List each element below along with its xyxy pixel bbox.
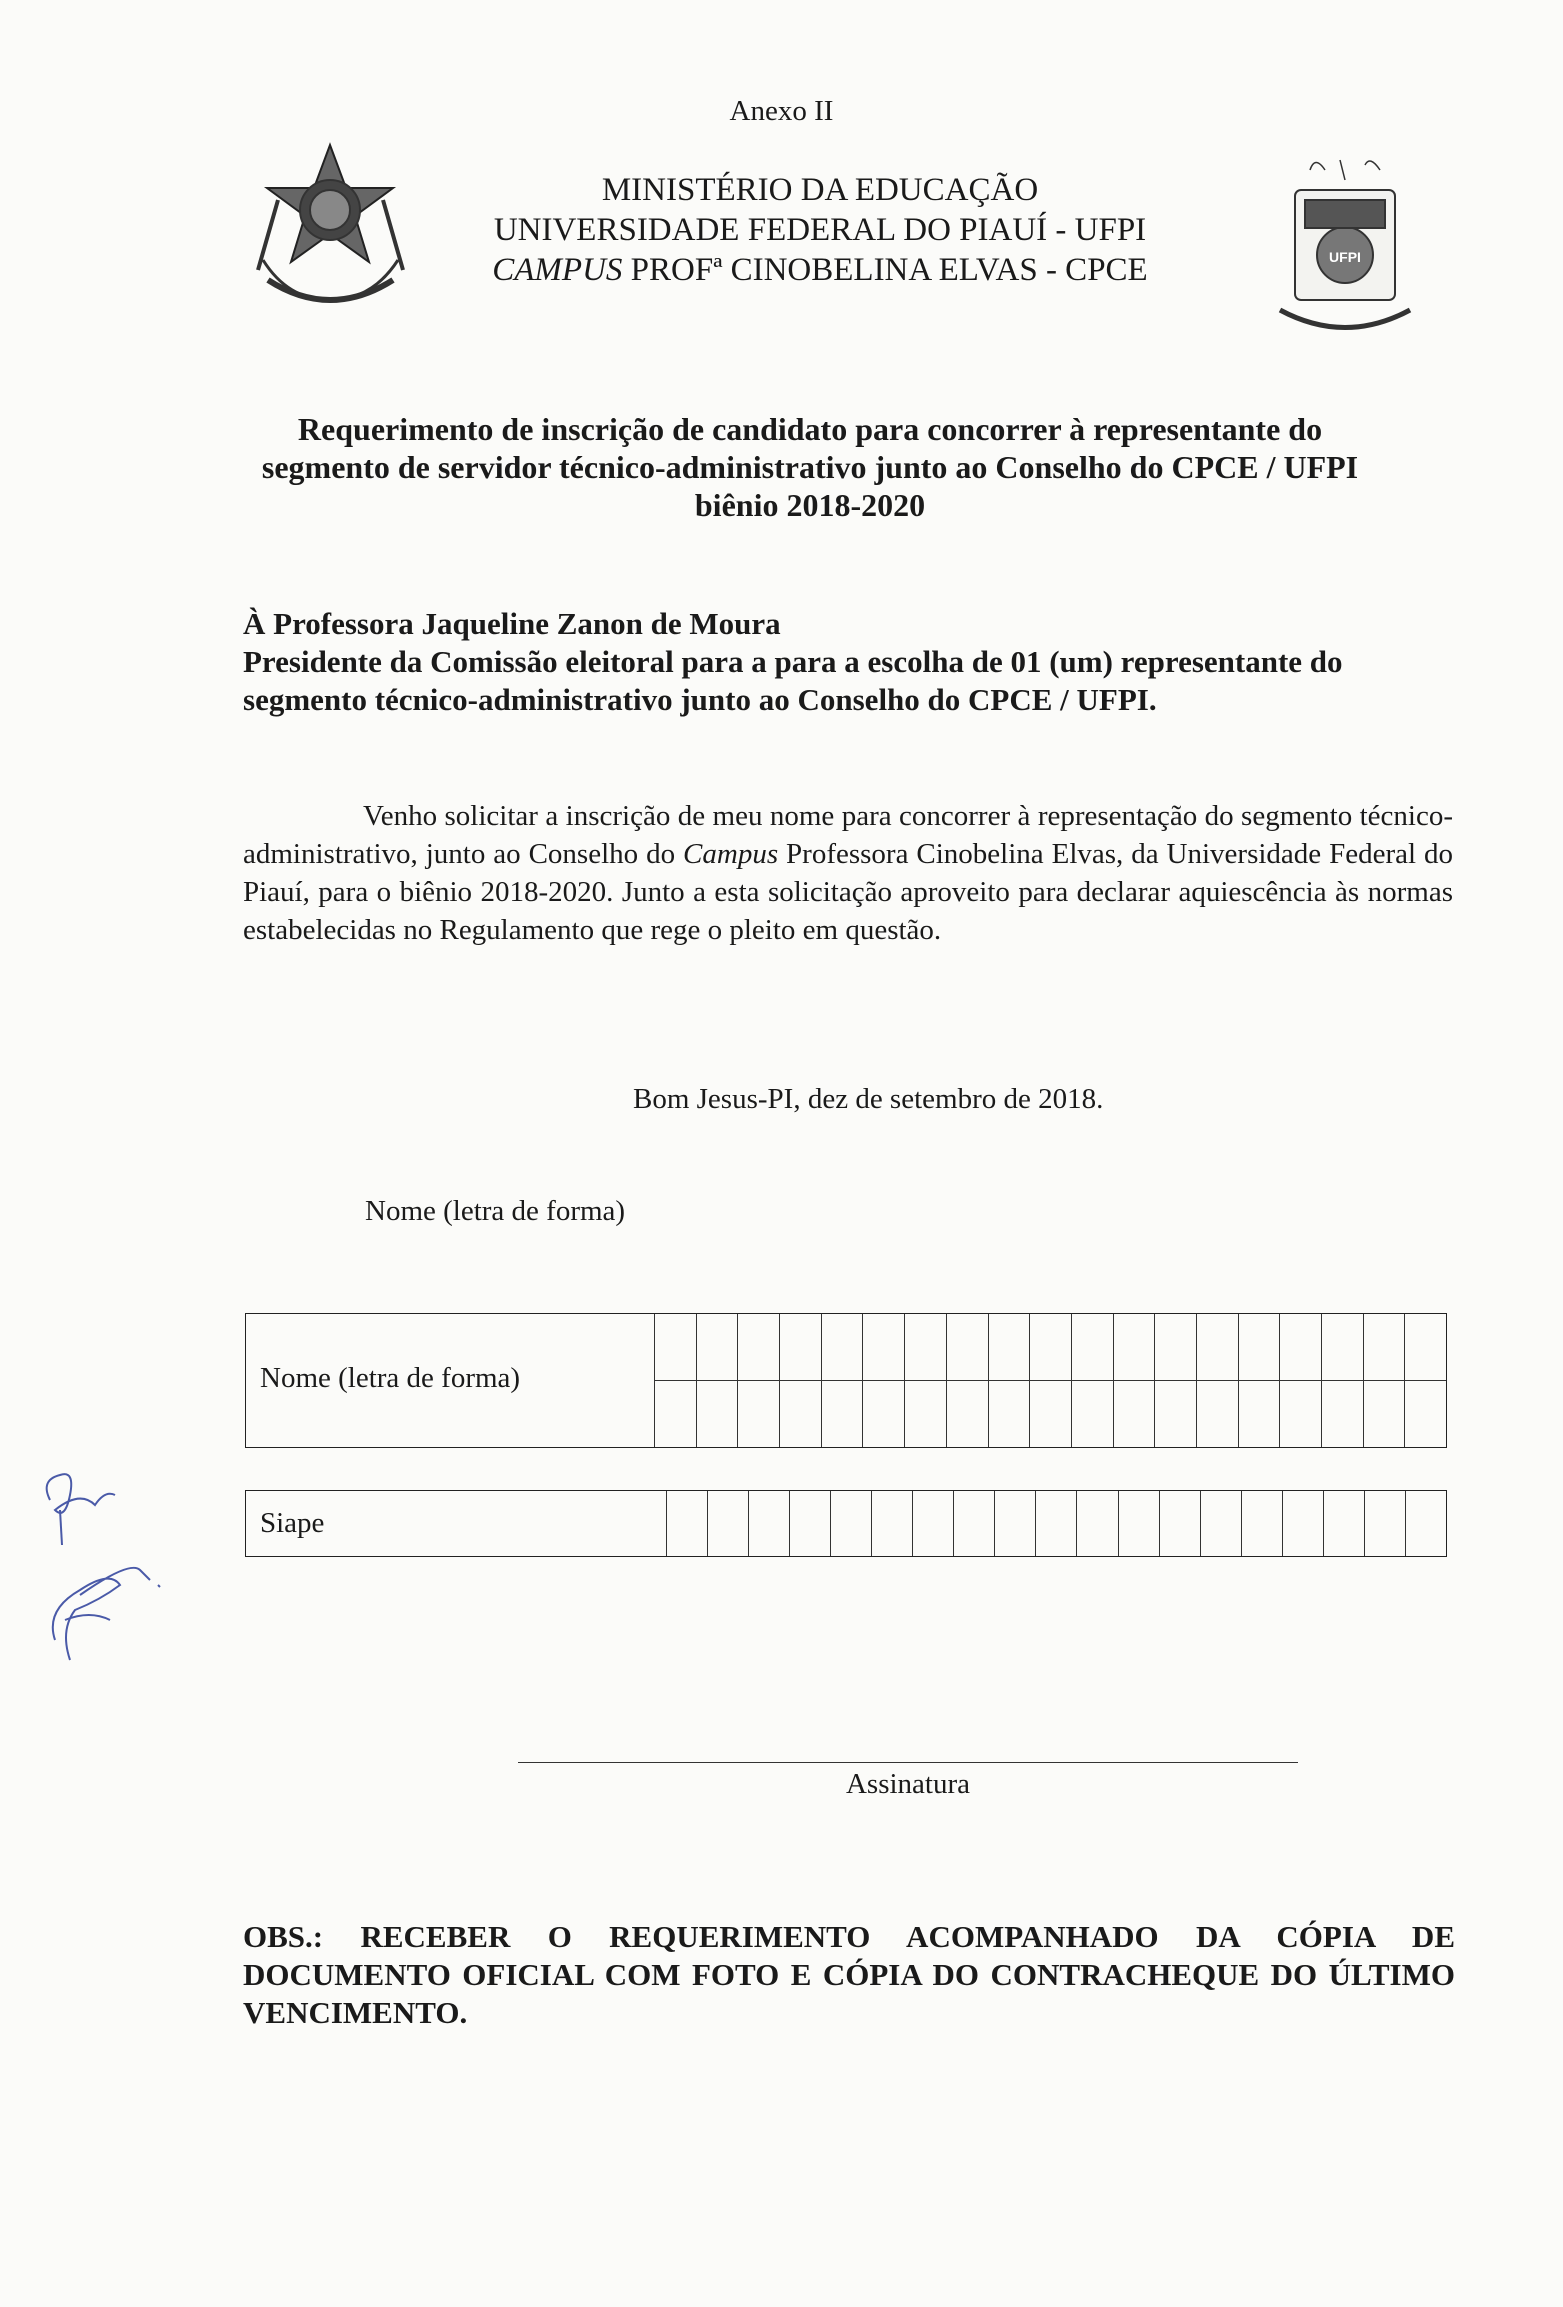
siape-digit-cell[interactable] [912, 1491, 953, 1556]
name-letter-cell[interactable] [821, 1314, 863, 1380]
siape-digit-cell[interactable] [994, 1491, 1035, 1556]
addressee-block [243, 605, 1463, 719]
name-letter-cell[interactable] [946, 1314, 988, 1380]
name-letter-cell[interactable] [1279, 1314, 1321, 1380]
name-letter-cell[interactable] [1196, 1381, 1238, 1447]
body-campus-word: Campus [683, 838, 779, 870]
name-letter-cell[interactable] [737, 1314, 779, 1380]
addressee-name: À Professora Jaqueline Zanon de Moura [243, 606, 781, 641]
logo-text: UFPI [1329, 249, 1361, 265]
name-letter-cell[interactable] [988, 1314, 1030, 1380]
siape-digit-cell[interactable] [1323, 1491, 1364, 1556]
name-field-label: Nome (letra de forma) [260, 1362, 521, 1394]
siape-field-box[interactable] [245, 1490, 1447, 1557]
name-letter-cell[interactable] [862, 1314, 904, 1380]
name-letter-cell[interactable] [779, 1314, 821, 1380]
name-letter-cell[interactable] [821, 1381, 863, 1447]
institution-header [300, 170, 1340, 290]
title-line-1: Requerimento de inscrição de candidato para concorrer à representante do [297, 411, 1323, 447]
name-letter-cell[interactable] [779, 1381, 821, 1447]
name-letter-cell[interactable] [862, 1381, 904, 1447]
body-text-2: Professora Cinobelina Elvas, da Universidade Federal do Piauí, para o biênio 2018-2020. Junto a esta solicitação aproveito para declarar aquiescência às normas estabelecidas no Regulamento que rege o pleito em questão. [243, 838, 1453, 946]
ministry-name: MINISTÉRIO DA EDUCAÇÃO [601, 172, 1039, 208]
campus-rest: PROFª CINOBELINA ELVAS - CPCE [622, 252, 1148, 288]
name-letter-cell[interactable] [696, 1381, 738, 1447]
university-name: UNIVERSIDADE FEDERAL DO PIAUÍ - UFPI [493, 212, 1147, 248]
siape-digit-cell[interactable] [1200, 1491, 1241, 1556]
name-letter-cell[interactable] [1029, 1314, 1071, 1380]
addressee-role-2: segmento técnico-administrativo junto ao Conselho do CPCE / UFPI. [243, 682, 1157, 717]
siape-digit-cell[interactable] [1364, 1491, 1405, 1556]
name-letter-cell[interactable] [1404, 1381, 1446, 1447]
siape-digit-grid[interactable] [666, 1491, 1446, 1556]
name-letter-cell[interactable] [696, 1314, 738, 1380]
addressee-role-1: Presidente da Comissão eleitoral para a para a escolha de 01 (um) representante do [243, 644, 1343, 679]
name-letter-cell[interactable] [904, 1381, 946, 1447]
name-letter-cell[interactable] [737, 1381, 779, 1447]
body-text-1: Venho solicitar a inscrição de meu nome para concorrer à representação do segmento técnico-administrativo, junto ao Conselho do [243, 800, 1453, 870]
siape-digit-cell[interactable] [1035, 1491, 1076, 1556]
siape-digit-cell[interactable] [1159, 1491, 1200, 1556]
name-letter-cell[interactable] [1113, 1314, 1155, 1380]
name-letter-cell[interactable] [1363, 1381, 1405, 1447]
ufpi-logo [1270, 150, 1420, 340]
siape-digit-cell[interactable] [871, 1491, 912, 1556]
siape-digit-cell[interactable] [830, 1491, 871, 1556]
title-line-3: biênio 2018-2020 [694, 487, 926, 523]
siape-digit-cell[interactable] [666, 1491, 707, 1556]
siape-digit-cell[interactable] [1282, 1491, 1323, 1556]
siape-digit-cell[interactable] [1241, 1491, 1282, 1556]
signature-line[interactable] [518, 1762, 1298, 1763]
request-body [243, 797, 1453, 949]
name-letter-cell[interactable] [1238, 1314, 1280, 1380]
title-line-2: segmento de servidor técnico-administrativo junto ao Conselho do CPCE / UFPI [261, 449, 1359, 485]
siape-digit-cell[interactable] [748, 1491, 789, 1556]
name-letter-cell[interactable] [1363, 1314, 1405, 1380]
name-caption: Nome (letra de forma) [365, 1195, 626, 1227]
obs-note: OBS.: RECEBER O REQUERIMENTO ACOMPANHADO DA CÓPIA DE DOCUMENTO OFICIAL COM FOTO E CÓPIA DO CONTRACHEQUE DO ÚLTIMO VENCIMENTO. [243, 1919, 1455, 2030]
name-letter-cell[interactable] [1154, 1314, 1196, 1380]
request-title [230, 410, 1390, 524]
date-line: Bom Jesus-PI, dez de setembro de 2018. [633, 1083, 1104, 1115]
name-letter-cell[interactable] [1071, 1314, 1113, 1380]
siape-digit-cell[interactable] [707, 1491, 748, 1556]
name-letter-cell[interactable] [1321, 1381, 1363, 1447]
signature-label: Assinatura [845, 1768, 971, 1800]
name-letter-cell[interactable] [1404, 1314, 1446, 1380]
siape-digit-cell[interactable] [1076, 1491, 1117, 1556]
name-grid-row [654, 1380, 1446, 1447]
name-letter-cell[interactable] [1029, 1381, 1071, 1447]
name-letter-cell[interactable] [1113, 1381, 1155, 1447]
name-letter-cell[interactable] [1321, 1314, 1363, 1380]
siape-digit-cell[interactable] [789, 1491, 830, 1556]
siape-digit-cell[interactable] [953, 1491, 994, 1556]
name-letter-cell[interactable] [654, 1314, 696, 1380]
siape-digit-cell[interactable] [1118, 1491, 1159, 1556]
name-letter-cell[interactable] [904, 1314, 946, 1380]
campus-word: CAMPUS [492, 252, 623, 288]
handwritten-initials [20, 1460, 180, 1700]
name-letter-cell[interactable] [1238, 1381, 1280, 1447]
name-letter-cell[interactable] [654, 1381, 696, 1447]
annex-label: Anexo II [729, 95, 834, 127]
name-grid-row [654, 1314, 1446, 1380]
name-letter-cell[interactable] [1196, 1314, 1238, 1380]
name-field-box[interactable] [245, 1313, 1447, 1448]
siape-field-label: Siape [260, 1507, 325, 1539]
name-letter-cell[interactable] [1071, 1381, 1113, 1447]
name-letter-grid[interactable] [654, 1314, 1446, 1447]
campus-name [300, 250, 1340, 290]
name-letter-cell[interactable] [946, 1381, 988, 1447]
name-letter-cell[interactable] [1154, 1381, 1196, 1447]
name-letter-cell[interactable] [988, 1381, 1030, 1447]
siape-digit-cell[interactable] [1405, 1491, 1446, 1556]
name-letter-cell[interactable] [1279, 1381, 1321, 1447]
